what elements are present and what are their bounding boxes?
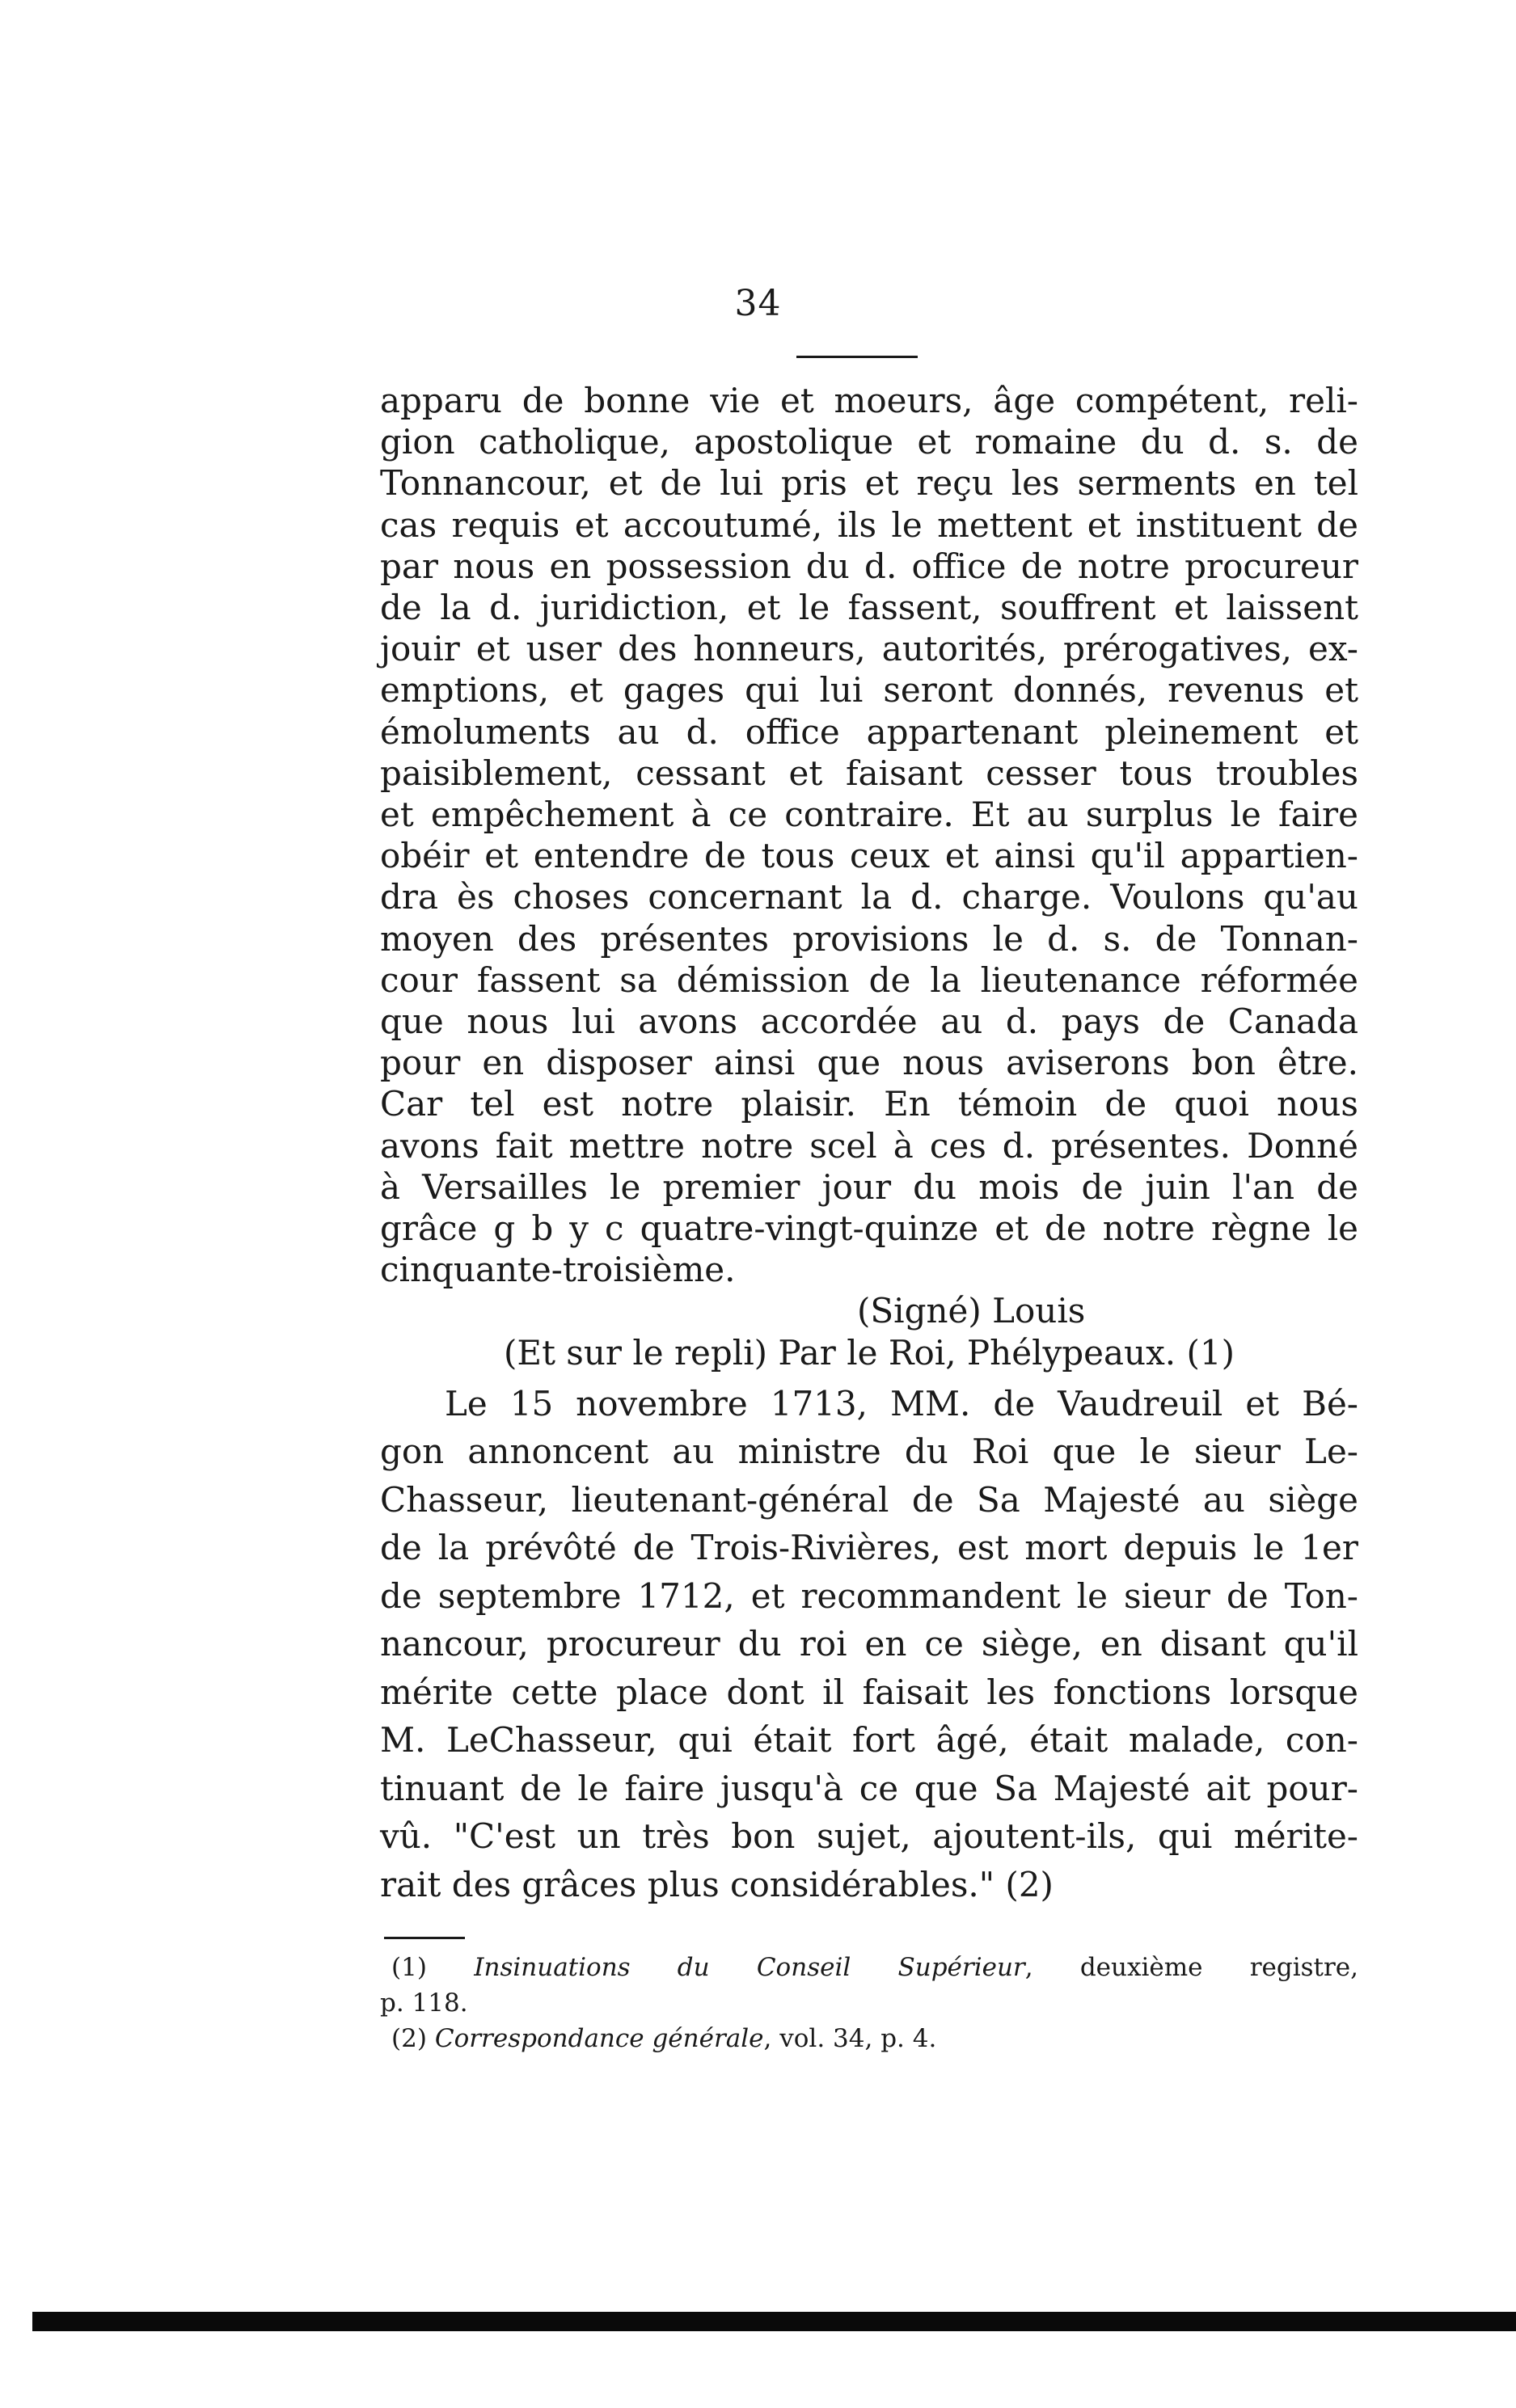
footnote-title: Insinuations du Conseil Supérieur bbox=[474, 1953, 1025, 1982]
text-line: Le 15 novembre 1713, MM. de Vaudreuil et Bé- bbox=[445, 1383, 1358, 1423]
text-line: gon annoncent au ministre du Roi que le sieur Le- bbox=[380, 1432, 1358, 1472]
footnote-text: , deuxième registre, bbox=[1024, 1953, 1359, 1982]
text-line: tinuant de le faire jusqu'à ce que Sa Majesté ait pour- bbox=[380, 1768, 1358, 1808]
text-line: nancour, procureur du roi en ce siège, en disant qu'il bbox=[380, 1624, 1358, 1664]
text-line: par nous en possession du d. office de notre procureur bbox=[380, 546, 1358, 586]
text-line: à Versailles le premier jour du mois de juin l'an de bbox=[380, 1166, 1358, 1207]
text-line: de la d. juridiction, et le fassent, souffrent et laissent bbox=[380, 588, 1358, 628]
text-line: apparu de bonne vie et moeurs, âge compétent, reli- bbox=[380, 381, 1358, 420]
body-text bbox=[380, 380, 1358, 1908]
footnote-text: , vol. 34, p. 4. bbox=[763, 2024, 937, 2053]
text-line: rait des grâces plus considérables." (2) bbox=[380, 1864, 1054, 1904]
text-line: grâce g b y c quatre-vingt-quinze et de notre règne le bbox=[380, 1208, 1358, 1249]
text-line: moyen des présentes provisions le d. s. de Tonnan- bbox=[380, 918, 1358, 959]
text-line: de septembre 1712, et recommandent le sieur de Ton- bbox=[380, 1575, 1358, 1616]
scan-edge-bar bbox=[32, 2312, 1516, 2331]
text-line: gion catholique, apostolique et romaine du d. s. de bbox=[380, 422, 1358, 462]
footnote-1-continuation: p. 118. bbox=[380, 1988, 468, 2018]
text-line: obéir et entendre de tous ceux et ainsi qu'il appartien- bbox=[380, 836, 1358, 876]
text-line: jouir et user des honneurs, autorités, prérogatives, ex- bbox=[380, 629, 1358, 669]
text-line: emptions, et gages qui lui seront donnés, revenus et bbox=[380, 670, 1358, 711]
footnote-rule bbox=[384, 1937, 465, 1939]
footnote-title: Correspondance générale bbox=[434, 2024, 764, 2053]
paragraph-provisions bbox=[380, 380, 1358, 1373]
text-line: cas requis et accoutumé, ils le mettent et instituent de bbox=[380, 504, 1358, 545]
text-line: et empêchement à ce contraire. Et au surplus le faire bbox=[380, 795, 1358, 835]
text-line: émoluments au d. office appartenant pleinement et bbox=[380, 711, 1358, 752]
signature: (Signé) Louis bbox=[857, 1291, 1086, 1331]
repli-line: (Et sur le repli) Par le Roi, Phélypeaux. (1) bbox=[504, 1332, 1235, 1373]
footnotes bbox=[380, 1950, 1358, 2056]
text-line: que nous lui avons accordée au d. pays de Canada bbox=[380, 1002, 1358, 1042]
text-line: pour en disposer ainsi que nous aviserons bon être. bbox=[380, 1043, 1358, 1083]
text-line: paisiblement, cessant et faisant cesser tous troubles bbox=[380, 753, 1358, 793]
text-line: de la prévôté de Trois-Rivières, est mort depuis le 1er bbox=[380, 1528, 1358, 1568]
text-line: M. LeChasseur, qui était fort âgé, était malade, con- bbox=[380, 1720, 1358, 1761]
footnote-number: (2) bbox=[391, 2024, 427, 2053]
header-rule bbox=[796, 356, 918, 358]
text-line: cour fassent sa démission de la lieutenance réformée bbox=[380, 959, 1358, 1000]
footnote-number: (1) bbox=[391, 1953, 427, 1982]
text-line: dra ès choses concernant la d. charge. Voulons qu'au bbox=[380, 877, 1358, 917]
text-line: Car tel est notre plaisir. En témoin de quoi nous bbox=[380, 1084, 1358, 1124]
text-line: cinquante-troisième. bbox=[380, 1250, 736, 1290]
text-line: mérite cette place dont il faisait les fonctions lorsque bbox=[380, 1672, 1358, 1712]
page-number: 34 bbox=[734, 283, 782, 324]
text-line: avons fait mettre notre scel à ces d. présentes. Donné bbox=[380, 1125, 1358, 1166]
text-line: Chasseur, lieutenant-général de Sa Majesté au siège bbox=[380, 1479, 1358, 1520]
paragraph-recommendation bbox=[380, 1380, 1358, 1909]
text-line: vû. "C'est un très bon sujet, ajoutent-ils, qui mérite- bbox=[380, 1816, 1358, 1857]
footnote-2 bbox=[380, 2021, 1358, 2056]
footnote-1 bbox=[380, 1950, 1358, 1985]
text-line: Tonnancour, et de lui pris et reçu les serments en tel bbox=[380, 463, 1358, 504]
